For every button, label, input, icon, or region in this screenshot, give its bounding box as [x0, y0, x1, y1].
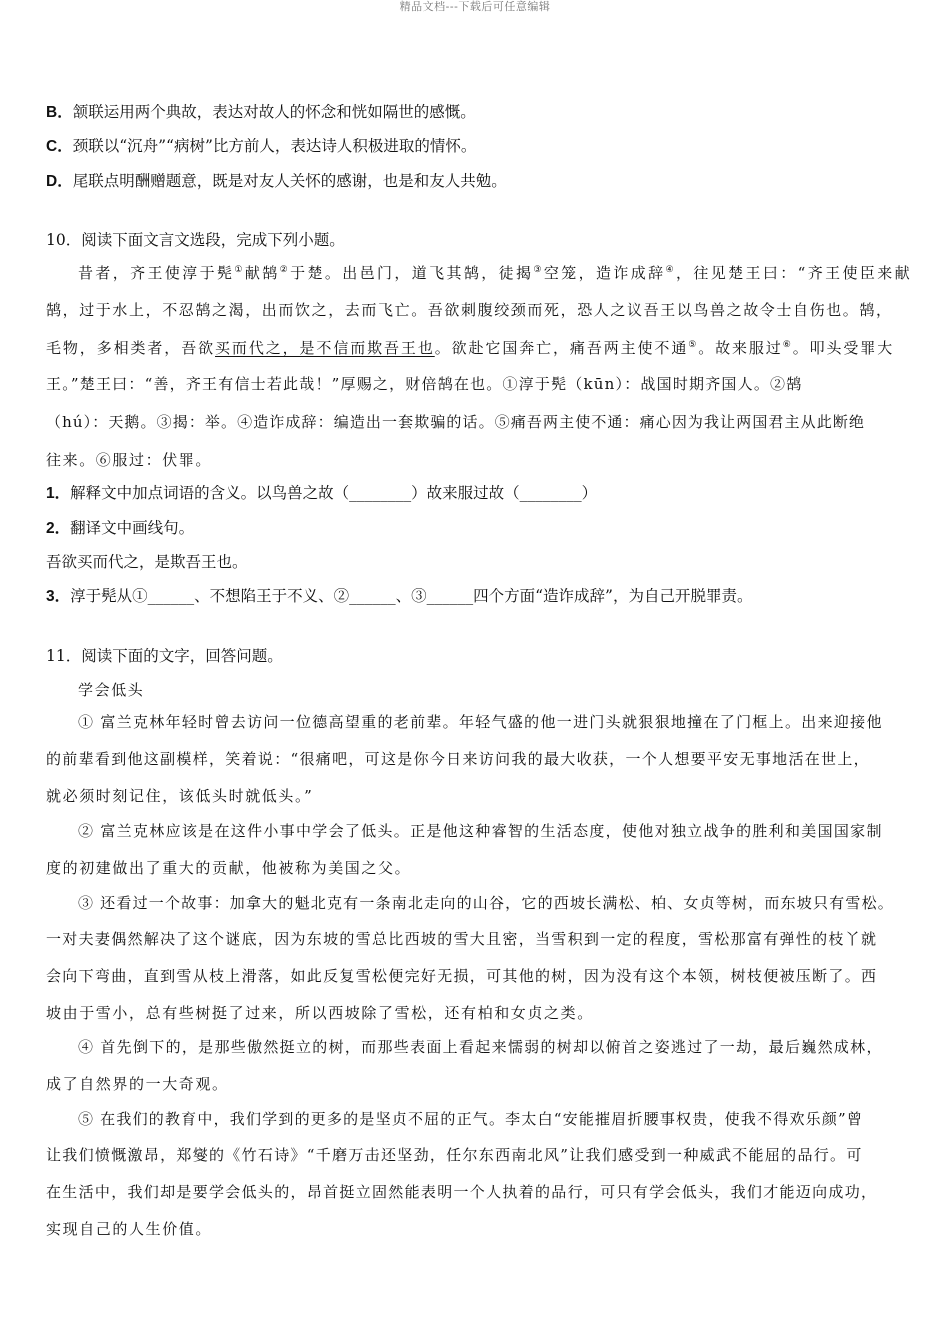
option-d-text: 尾联点明酬赠题意，既是对友人关怀的感谢，也是和友人共勉。 — [72, 172, 507, 190]
q10-sub2-text: 翻译文中画线句。 — [70, 519, 195, 537]
note-ref-5: ⑤ — [688, 340, 699, 350]
q10-sub3 — [46, 586, 752, 607]
q10-p1-text: 空笼，造诈成辞 — [543, 264, 666, 282]
q10-sub2-sentence: 吾欲买而代之，是欺吾王也。 — [46, 553, 248, 571]
option-c — [46, 136, 476, 157]
q10-sub1 — [46, 483, 597, 504]
essay-line: 会向下弯曲，直到雪从枝上滑落，如此反复雪松便完好无损，可其他的树，因为没有这个本领，树枝便被压断了。西 — [46, 967, 878, 985]
q10-sub2 — [46, 518, 194, 539]
option-c-text: 颈联以“沉舟”“病树”比方前人，表达诗人积极进取的情怀。 — [72, 137, 477, 155]
q10-p3-text: 。叩头受罪大 — [792, 339, 895, 357]
option-c-label: C． — [46, 138, 73, 155]
essay-line: 实现自己的人生价值。 — [46, 1220, 213, 1238]
q10-passage-line-2: 鹄，过于水上，不忍鹄之渴，出而饮之，去而飞亡。吾欲刺腹绞颈而死，恐人之议吾王以鸟兽之故令士自伤也。鹄， — [46, 301, 893, 319]
q10-p1-text: 献鹄 — [244, 264, 280, 282]
essay-line: ③ 还看过一个故事：加拿大的魁北克有一条南北走向的山谷，它的西坡长满松、柏、女贞等树，而东坡只有雪松。 — [78, 894, 894, 912]
q10-passage-line-4: 王。”楚王曰：“善，齐王有信士若此哉！”厚赐之，财倍鹄在也。①淳于髡（kūn）：战国时期齐国人。②鹄 — [46, 375, 803, 393]
q11-title: 11．阅读下面的文字，回答问题。 — [46, 647, 283, 665]
essay-title: 学会低头 — [78, 681, 145, 699]
q10-p3-text: 。故来服过 — [698, 339, 783, 357]
option-d-label: D． — [46, 173, 73, 190]
option-d — [46, 171, 507, 192]
q10-sub3-text: 淳于髡从①______、不想陷王于不义、②______、③______四个方面“造诈成辞”，为自己开脱罪责。 — [70, 587, 753, 605]
note-ref-6: ⑥ — [782, 340, 793, 350]
essay-line: 坡由于雪小，总有些树挺了过来，所以西坡除了雪松，还有柏和女贞之类。 — [46, 1004, 594, 1022]
essay-line: ⑤ 在我们的教育中，我们学到的更多的是坚贞不屈的正气。李太白“安能摧眉折腰事权贵，使我不得欢乐颜”曾 — [78, 1110, 864, 1128]
option-b — [46, 102, 476, 123]
q10-sub1-text: 解释文中加点词语的含义。以鸟兽之故（________）故来服过故（________） — [70, 484, 598, 502]
q10-sub3-label: 3． — [46, 588, 71, 605]
q10-passage-line-1 — [78, 263, 912, 283]
essay-line: ② 富兰克林应该是在这件小事中学会了低头。正是他这种睿智的生活态度，使他对独立战争的胜利和美国国家制 — [78, 822, 883, 840]
q10-p3-text: 。欲赴它国奔亡，痛吾两主使不通 — [434, 339, 689, 357]
essay-line: ④ 首先倒下的，是那些傲然挺立的树，而那些表面上看起来懦弱的树却以俯首之姿逃过了一劫，最后巍然成林， — [78, 1038, 883, 1056]
q10-notes-end: 往来。⑥服过：伏罪。 — [46, 451, 213, 469]
q10-p3-text: 毛物，多相类者，吾欲 — [46, 339, 216, 357]
note-ref-1: ① — [234, 265, 245, 275]
option-b-text: 颔联运用两个典故，表达对故人的怀念和恍如隔世的感慨。 — [72, 103, 476, 121]
page-header: 精品文档---下载后可任意编辑 — [399, 0, 551, 13]
note-ref-3: ③ — [533, 265, 544, 275]
note-ref-2: ② — [279, 265, 291, 275]
q10-p1-text: ，往见楚王曰：“齐王使臣来献 — [676, 264, 912, 282]
underlined-sentence: 买而代之，是不信而欺吾王也 — [215, 339, 435, 357]
q10-sub2-label: 2． — [46, 520, 71, 537]
essay-line: ① 富兰克林年轻时曾去访问一位德高望重的老前辈。年轻气盛的他一进门头就狠狠地撞在了门框上。出来迎接他 — [78, 713, 883, 731]
q10-p1-text: 于楚。出邑门，道飞其鹄，徒揭 — [290, 264, 534, 282]
essay-line: 度的初建做出了重大的贡献，他被称为美国之父。 — [46, 859, 412, 877]
note-ref-4: ④ — [665, 265, 677, 275]
essay-line: 就必须时刻记住，该低头时就低头。” — [46, 787, 314, 805]
q10-sub1-label: 1． — [46, 485, 71, 502]
option-b-label: B． — [46, 104, 73, 121]
essay-line: 成了自然界的一大奇观。 — [46, 1075, 229, 1093]
essay-line: 在生活中，我们却是要学会低头的，昂首挺立固然能表明一个人执着的品行，可只有学会低头，我们才能迈向成功， — [46, 1183, 878, 1201]
essay-line: 让我们愤慨激昂，郑燮的《竹石诗》“千磨万击还坚劲，任尔东西南北风”让我们感受到一种威武不能屈的品行。可 — [46, 1146, 863, 1164]
q10-p1-text: 昔者，齐王使淳于髡 — [78, 264, 235, 282]
essay-line: 一对夫妻偶然解决了这个谜底，因为东坡的雪总比西坡的雪大且密，当雪积到一定的程度，雪松那富有弹性的枝丫就 — [46, 930, 878, 948]
q10-notes-line: （hú）：天鹅。③揭：举。④造诈成辞：编造出一套欺骗的话。⑤痛吾两主使不通：痛心因为我让两国君主从此断绝 — [46, 413, 866, 431]
q10-passage-line-3 — [46, 338, 894, 358]
q10-title: 10．阅读下面文言文选段，完成下列小题。 — [46, 231, 345, 249]
essay-line: 的前辈看到他这副模样，笑着说：“很痛吧，可这是你今日来访问我的最大收获，一个人想要平安无事地活在世上， — [46, 750, 870, 768]
